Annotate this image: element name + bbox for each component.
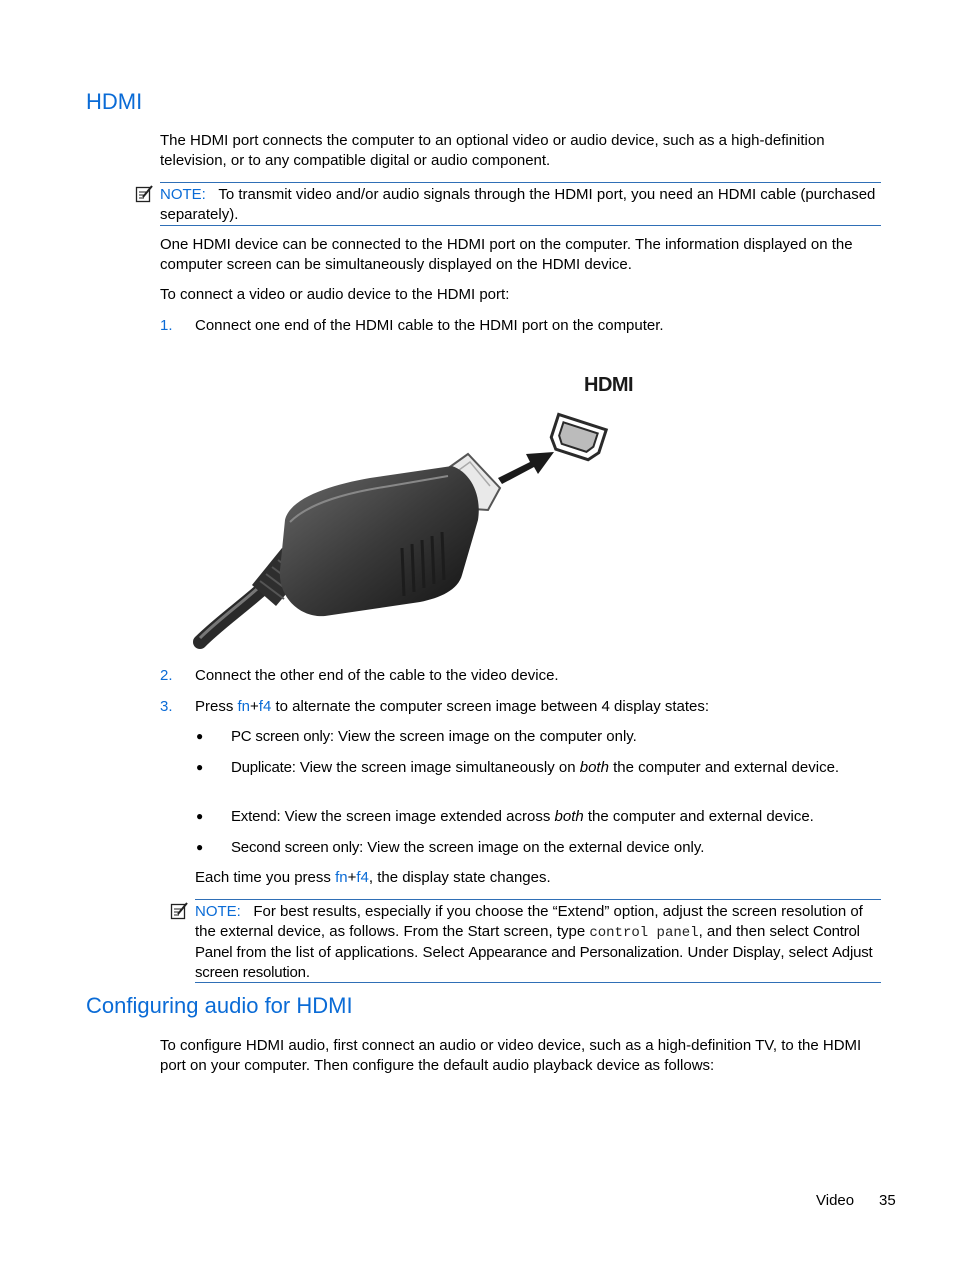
bullet-icon: ● <box>196 729 204 743</box>
note2-body: , select <box>780 944 832 961</box>
note2-code: control panel <box>589 924 699 941</box>
note-icon <box>170 901 190 927</box>
plus-sign: + <box>347 869 357 886</box>
ui-term-display: Display <box>732 944 781 961</box>
bullet-term: Duplicate: <box>231 759 296 776</box>
note1-text <box>160 185 880 224</box>
bullet-extend <box>231 807 881 827</box>
hdmi-cable-illustration <box>190 370 650 655</box>
configuring-audio-paragraph: To configure HDMI audio, first connect an audio or video device, such as a high-definition TV, to the HDMI port on your computer. Then configure the default audio playback device as follows: <box>160 1037 862 1074</box>
bullet-text: the computer and external device. <box>583 808 814 825</box>
note1-body: To transmit video and/or audio signals through the HDMI port, you need an HDMI cable (purchased separately). <box>160 186 876 223</box>
step-3-text <box>195 697 875 717</box>
note2-body: . <box>305 963 311 981</box>
section-title-configuring-audio: Configuring audio for HDMI <box>86 993 353 1018</box>
bullet-text: View the screen image on the computer only. <box>333 728 637 745</box>
ui-term-appearance: Appearance and Personalization <box>468 944 680 961</box>
plus-sign: + <box>250 698 259 715</box>
bullet-icon: ● <box>196 760 204 774</box>
ui-term-adjust-resolution: Adjust screen resolution <box>195 944 873 981</box>
bullet-emphasis: both <box>579 759 609 776</box>
note2-body: , and then select <box>698 922 813 940</box>
note-label: NOTE: <box>160 186 206 203</box>
step-3-number: 3. <box>160 698 173 715</box>
bullet-duplicate <box>231 758 851 778</box>
section-title-hdmi: HDMI <box>86 89 143 114</box>
bullet-icon: ● <box>196 840 204 854</box>
each-time-post: , the display state changes. <box>368 869 551 886</box>
f4-key-link[interactable]: f4 <box>356 869 369 886</box>
bullet-text: View the screen image extended across <box>280 808 555 825</box>
bullet-pc-screen-only <box>231 727 881 747</box>
note2-body: from the list of applications. Select <box>232 944 469 961</box>
bullet-text: View the screen image on the external device only. <box>363 839 705 856</box>
note-icon <box>135 184 155 210</box>
step-1-number: 1. <box>160 317 173 334</box>
fn-key-link[interactable]: fn <box>237 698 251 715</box>
step-1-text: Connect one end of the HDMI cable to the HDMI port on the computer. <box>195 317 664 334</box>
bullet-term: Second screen only: <box>231 839 364 856</box>
paragraph-2: One HDMI device can be connected to the HDMI port on the computer. The information displayed on the computer screen can be simultaneously displayed on the HDMI device. <box>160 236 853 273</box>
step-2-text: Connect the other end of the cable to the video device. <box>195 667 559 684</box>
bullet-second-screen-only <box>231 838 881 858</box>
fn-key-link[interactable]: fn <box>335 869 348 886</box>
figure-hdmi-label: HDMI <box>584 374 634 396</box>
note2-body: . Under <box>679 944 733 961</box>
step-3-post: to alternate the computer screen image between 4 display states: <box>271 698 710 715</box>
f4-key-link[interactable]: f4 <box>258 698 272 715</box>
bullet-text: the computer and external device. <box>608 759 840 776</box>
intro-paragraph: The HDMI port connects the computer to an optional video or audio device, such as a high-definition television, or to any compatible digital or audio component. <box>160 132 825 169</box>
step-2-number: 2. <box>160 667 173 684</box>
bullet-emphasis: both <box>554 808 584 825</box>
note2-body: For best results, especially if you choose the “Extend” option, adjust the screen resolution of the external device, as follows. From the Start screen, type <box>195 903 863 940</box>
each-time-pre: Each time you press <box>195 869 336 886</box>
note-label: NOTE: <box>195 903 241 920</box>
paragraph-3: To connect a video or audio device to the HDMI port: <box>160 286 510 303</box>
step-3-pre: Press <box>195 698 238 715</box>
bullet-term: PC screen only: <box>231 728 334 745</box>
note2-text <box>195 902 877 982</box>
ui-term-control-panel: Control Panel <box>195 922 860 961</box>
footer-section-name: Video <box>816 1192 855 1209</box>
each-time-paragraph <box>195 868 875 888</box>
bullet-term: Extend: <box>231 808 281 825</box>
bullet-icon: ● <box>196 809 204 823</box>
bullet-text: View the screen image simultaneously on <box>295 759 580 776</box>
footer-page-number: 35 <box>879 1192 896 1209</box>
